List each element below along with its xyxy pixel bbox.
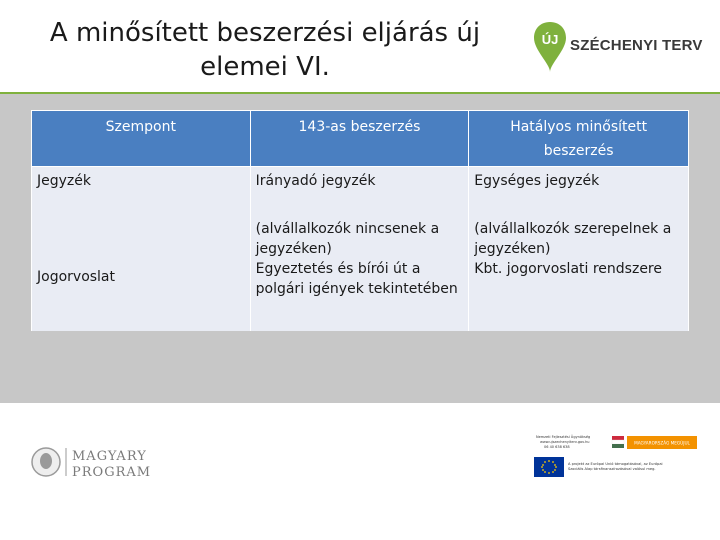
cell-jegyzek-hatalyos: Egységes jegyzék bbox=[469, 167, 689, 218]
eu-text-line1: A projekt az Európai Unió támogatásával, az Európai bbox=[568, 462, 663, 466]
magyary-line2: PROGRAM bbox=[72, 465, 152, 480]
logo-text: SZÉCHENYI TERV bbox=[570, 37, 703, 54]
table-row bbox=[32, 217, 689, 331]
cell-jegyzek-143: Irányadó jegyzék bbox=[250, 167, 469, 218]
nfu-phone: 06 40 638 638 bbox=[544, 445, 570, 449]
nfu-name: Nemzeti Fejlesztési Ügynökség bbox=[536, 435, 591, 439]
table-header-row bbox=[32, 111, 689, 167]
eu-funding-block bbox=[530, 432, 700, 482]
table-row bbox=[32, 167, 689, 218]
remedy-143: Egyeztetés és bírói út a polgári igények tekintetében bbox=[255, 261, 458, 297]
eu-flag-icon bbox=[534, 457, 564, 477]
hu-label: MAGYARORSZÁG MEGÚJUL bbox=[634, 440, 690, 446]
magyary-program-logo bbox=[30, 442, 170, 482]
remedy-hatalyos: Kbt. jogorvoslati rendszere bbox=[474, 261, 662, 277]
header-hatalyos: Hatályos minősített beszerzés bbox=[469, 111, 689, 167]
cell-jegyzek-label: Jegyzék bbox=[32, 167, 251, 218]
nfu-url: www.ujszechenyiterv.gov.hu bbox=[540, 440, 590, 444]
header-143: 143-as beszerzés bbox=[250, 111, 469, 167]
cell-jogorvoslat-hatalyos bbox=[469, 217, 689, 331]
szechenyi-terv-logo bbox=[532, 20, 712, 76]
comparison-table bbox=[31, 110, 689, 331]
location-pin-icon bbox=[532, 20, 568, 74]
cell-jogorvoslat-label-cell bbox=[32, 217, 251, 331]
note-subcontractors-present: (alvállalkozók szerepelnek a jegyzéken) bbox=[474, 221, 672, 257]
cell-jogorvoslat-143 bbox=[250, 217, 469, 331]
slide-title: A minősített beszerzési eljárás új elemei VI. bbox=[49, 18, 481, 82]
header-divider bbox=[0, 92, 720, 94]
eu-text-line2: Szociális Alap társfinanszírozásával valósul meg. bbox=[568, 467, 656, 471]
note-subcontractors-absent: (alvállalkozók nincsenek a jegyzéken) bbox=[255, 221, 440, 257]
header-szempont: Szempont bbox=[32, 111, 251, 167]
cell-jogorvoslat-label: Jogorvoslat bbox=[37, 269, 116, 285]
magyary-line1: MAGYARY bbox=[72, 449, 147, 464]
logo-badge: ÚJ bbox=[541, 32, 559, 47]
